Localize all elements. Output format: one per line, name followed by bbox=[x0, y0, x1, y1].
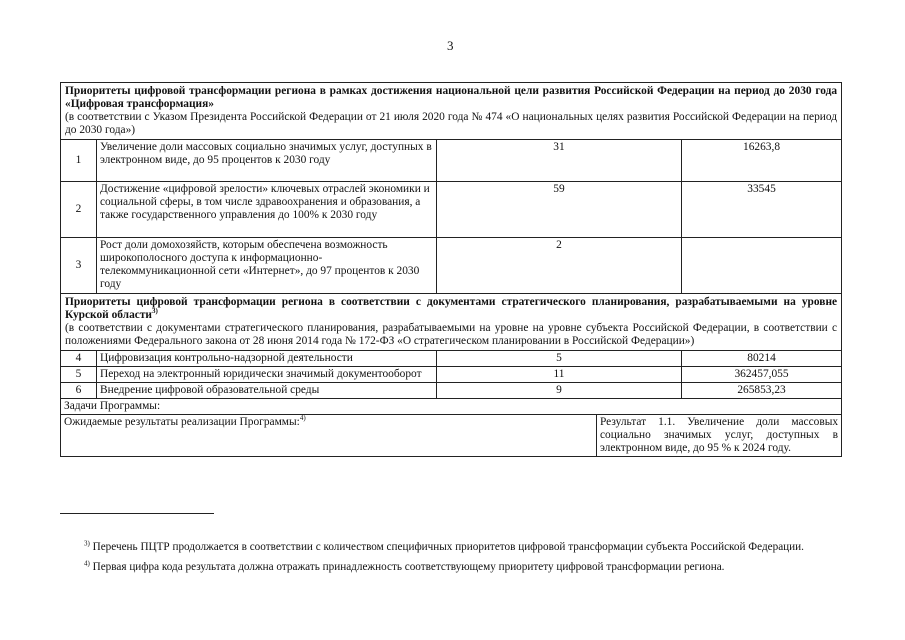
footnote-separator bbox=[60, 513, 214, 514]
priority-value-1: 31 bbox=[437, 140, 682, 182]
table-row bbox=[61, 351, 842, 367]
table-row bbox=[61, 383, 842, 399]
row-number: 1 bbox=[61, 140, 97, 182]
footnote-mark: 4) bbox=[84, 559, 90, 568]
priority-text: Цифровизация контрольно-надзорной деятельности bbox=[97, 351, 437, 367]
row-number: 2 bbox=[61, 182, 97, 238]
tasks-row bbox=[61, 399, 842, 415]
priority-text: Рост доли домохозяйств, которым обеспечена возможность широкополосного доступа к информационно-телекоммуникационной сети «Интернет», до 97 процентов к 2030 году bbox=[97, 238, 437, 294]
priority-text: Увеличение доли массовых социально значимых услуг, доступных в электронном виде, до 95 процентов к 2030 году bbox=[97, 140, 437, 182]
section1-title: Приоритеты цифровой трансформации региона в рамках достижения национальной цели развития Российской Федерации на период до 2030 года «Цифровая трансформация» bbox=[65, 85, 838, 110]
expected-result-text: Результат 1.1. Увеличение доли массовых социально значимых услуг, доступных в электронном виде, до 95 % к 2024 году. bbox=[597, 415, 842, 457]
row-number: 3 bbox=[61, 238, 97, 294]
priority-value-2: 33545 bbox=[682, 182, 842, 238]
priority-text: Достижение «цифровой зрелости» ключевых отраслей экономики и социальной сферы, в том числе здравоохранения и образования, а также государственного управления до 100% к 2030 году bbox=[97, 182, 437, 238]
footnote-ref: 3) bbox=[152, 307, 158, 316]
priority-text: Переход на электронный юридически значимый документооборот bbox=[97, 367, 437, 383]
footnote-text: Первая цифра кода результата должна отражать принадлежность соответствующему приоритету цифровой трансформации региона. bbox=[92, 561, 725, 573]
row-number: 5 bbox=[61, 367, 97, 383]
programme-table bbox=[60, 82, 842, 457]
section1-header bbox=[61, 83, 842, 140]
section2-header-row bbox=[61, 294, 842, 351]
priority-value-1: 11 bbox=[437, 367, 682, 383]
priority-value-1: 9 bbox=[437, 383, 682, 399]
priority-value-2: 16263,8 bbox=[682, 140, 842, 182]
table-row bbox=[61, 367, 842, 383]
section2-header bbox=[61, 294, 842, 351]
expected-results-row bbox=[61, 415, 842, 457]
section1-subtitle: (в соответствии с Указом Президента Российской Федерации от 21 июля 2020 года № 474 «О национальных целях развития Российской Федерации на период до 2030 года») bbox=[65, 111, 838, 136]
row-number: 4 bbox=[61, 351, 97, 367]
priority-value-2: 80214 bbox=[682, 351, 842, 367]
priority-value-2: 362457,055 bbox=[682, 367, 842, 383]
tasks-label: Задачи Программы: bbox=[61, 399, 842, 415]
priority-text: Внедрение цифровой образовательной среды bbox=[97, 383, 437, 399]
footnote-mark: 3) bbox=[84, 539, 90, 548]
section2-subtitle: (в соответствии с документами стратегического планирования, разрабатываемыми на уровне на уровне субъекта Российской Федерации, в соответствии с положениями Федерального закона от 28 июня 2014 года № 172-ФЗ «О стратегическом планировании в Российской Федерации») bbox=[65, 322, 838, 347]
footnote bbox=[60, 560, 840, 574]
table-row bbox=[61, 140, 842, 182]
priority-value-2: 265853,23 bbox=[682, 383, 842, 399]
priority-value-2 bbox=[682, 238, 842, 294]
table-row bbox=[61, 238, 842, 294]
priority-value-1: 59 bbox=[437, 182, 682, 238]
footnotes bbox=[60, 540, 840, 580]
table-row bbox=[61, 182, 842, 238]
expected-results-label: Ожидаемые результаты реализации Программы:$^{4)}$ bbox=[61, 415, 597, 457]
priority-value-1: 5 bbox=[437, 351, 682, 367]
section1-header-row bbox=[61, 83, 842, 140]
priority-value-1: 2 bbox=[437, 238, 682, 294]
row-number: 6 bbox=[61, 383, 97, 399]
footnote bbox=[60, 540, 840, 554]
footnote-text: Перечень ПЦТР продолжается в соответствии с количеством специфичных приоритетов цифровой трансформации субъекта Российской Федерации. bbox=[92, 541, 804, 553]
section2-title: Приоритеты цифровой трансформации региона в соответствии с документами стратегического планирования, разрабатываемыми на уровне Курской области$^{3)}$ bbox=[65, 296, 838, 321]
footnote-ref: 4) bbox=[299, 414, 306, 423]
page-number: 3 bbox=[447, 38, 454, 53]
